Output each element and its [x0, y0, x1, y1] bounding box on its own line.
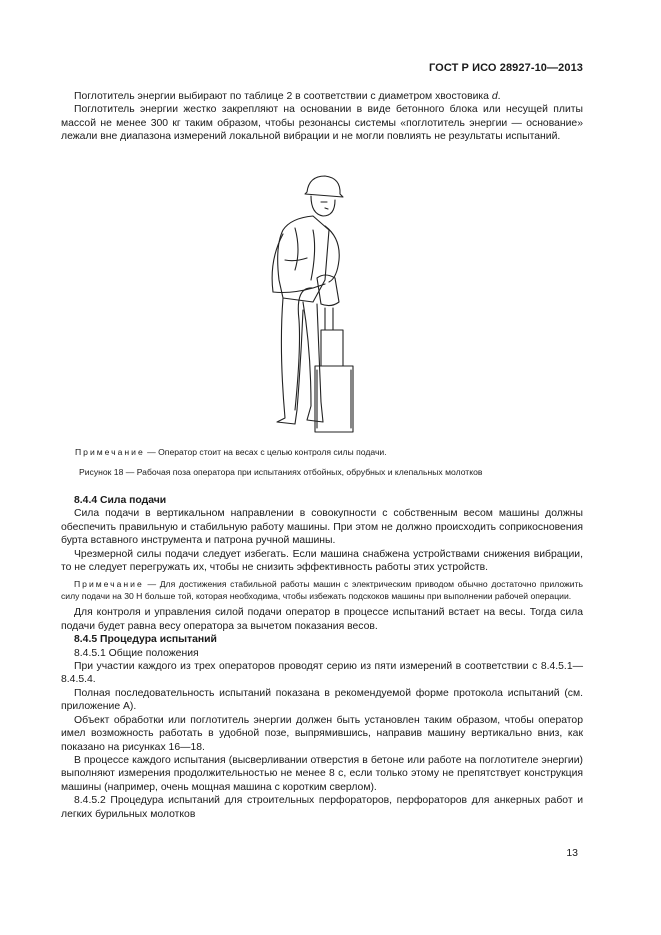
section-note-label: Примечание	[74, 579, 144, 590]
operator-figure	[255, 170, 375, 440]
intro-block	[61, 90, 583, 144]
figure-caption: Рисунок 18 — Рабочая поза оператора при испытаниях отбойных, обрубных и клепальных молотков	[79, 467, 483, 477]
paragraph-operators-series: При участии каждого из трех операторов проводят серию из пяти измерений в соответствии с 8.4.5.1—8.4.5.4.	[61, 661, 583, 686]
paragraph-absorber-selection: Поглотитель энергии выбирают по таблице 2 в соответствии с диаметром хвостовика d.	[74, 91, 501, 102]
operator-legs	[277, 298, 323, 424]
operator-head	[311, 196, 335, 216]
section-heading-8-4-5: 8.4.5 Процедура испытаний	[74, 634, 217, 646]
document-header: ГОСТ Р ИСО 28927-10—2013	[428, 62, 583, 74]
section-8-4-4	[61, 494, 583, 821]
figure-note-label: Примечание	[75, 447, 145, 457]
paragraph-8-4-5-2: 8.4.5.2 Процедура испытаний для строительных перфораторов, перфораторов для анкерных работ и легких бурильных молотков	[61, 795, 583, 820]
paragraph-feed-force: Сила подачи в вертикальном направлении в совокупности с собственным весом машины должны обеспечить правильную и стабильную работу машины. При этом не должно происходить соприкосновения бурта вставного инструмента и патрона ручной машины.	[61, 508, 583, 547]
page-number: 13	[566, 847, 578, 859]
subsection-heading-8-4-5-1: 8.4.5.1 Общие положения	[74, 647, 199, 659]
figure-note	[75, 447, 387, 457]
helmet-icon	[305, 176, 343, 197]
paragraph-scale-control: Для контроля и управления силой подачи оператор в процессе испытаний встает на весы. Тогда сила подачи будет равна весу оператора за вычетом показания весов.	[61, 607, 583, 632]
paragraph-workpiece-position: Объект обработки или поглотитель энергии должен быть установлен таким образом, чтобы оператор имел возможность работать в удобной позе, выпрямившись, направив машину вертикально вниз, как показано на рисунках 16—18.	[61, 714, 583, 753]
section-note	[61, 578, 583, 602]
paragraph-absorber-mounting: Поглотитель энергии жестко закрепляют на основании в виде бетонного блока или несущей плиты массой не менее 300 кг таким образом, чтобы резонансы системы «поглотитель энергии — основание» лежали вне диапазона измерений локальной вибрации и не могли повлиять не результаты испытаний.	[61, 104, 583, 143]
concrete-block	[321, 330, 343, 366]
section-heading-8-4-4: 8.4.4 Сила подачи	[74, 495, 167, 506]
paragraph-excessive-force: Чрезмерной силы подачи следует избегать. Если машина снабжена устройствами снижения вибрации, то не следует перегружать их, чтобы не снизить эффективность работы этих устройств.	[61, 548, 583, 574]
figure-note-text: — Оператор стоит на весах с целью контроля силы подачи.	[144, 447, 387, 457]
section-note-text: — Для достижения стабильной работы машин с электрическим приводом обычно достаточно приложить силу подачи на 30 Н больше той, которая необходима, чтобы избежать подскоков машины при выполнении рабочей операции.	[61, 579, 583, 602]
hammer-tool	[317, 275, 339, 306]
paragraph-measurement-duration: В процессе каждого испытания (высверливании отверстия в бетоне или работе на поглотителе энергии) выполняют измерения продолжительностью не менее 8 с, если только этому не препятствует конструкция машины (например, очень мощная машина с коротким сверлом).	[61, 754, 583, 793]
paragraph-test-sequence: Полная последовательность испытаний показана в рекомендуемой форме протокола испытаний (см. приложение А).	[61, 687, 583, 713]
